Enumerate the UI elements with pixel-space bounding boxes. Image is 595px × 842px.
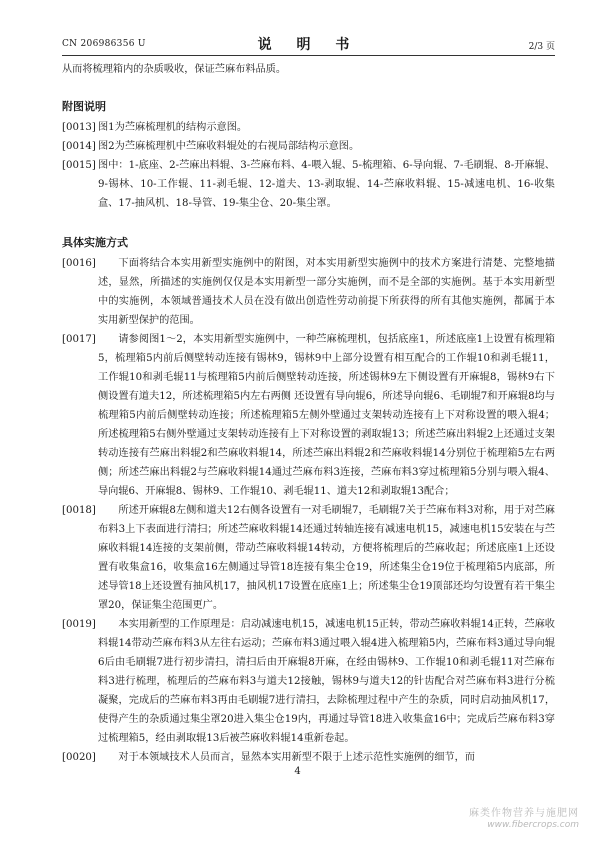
header-divider [62, 55, 555, 56]
document-title: 说 明 书 [257, 37, 360, 53]
paragraph-0016 [62, 254, 555, 330]
paragraph-0019 [62, 615, 555, 748]
paragraph-text: 图1为苎麻梳理机的结构示意图。 [98, 122, 248, 133]
watermark-url: www.fibercrops.com [487, 820, 579, 830]
paragraph-number: [0020] [62, 752, 96, 763]
paragraph-number: [0019] [62, 619, 96, 630]
document-body [62, 60, 555, 767]
paragraph-number: [0016] [62, 258, 96, 269]
page-info: 2/3 页 [528, 42, 555, 52]
paragraph-0013 [62, 118, 555, 137]
paragraph-number: [0018] [62, 505, 96, 516]
intro-continuation: 从而将梳理箱内的杂质吸收，保证苎麻布料品质。 [62, 64, 287, 75]
paragraph-text: 请参阅图1～2，本实用新型实施例中，一种苎麻梳理机，包括底座1，所述底座1上设置有梳理箱5，梳理箱5内前后侧壁转动连接有锡林9，锡林9中上部分设置有相互配合的工作辊10和剥毛辊11，工作辊10和剥毛辊11与梳理箱5内前后侧壁转动连接，所述锡林9左下侧设置有开麻辊8，锡林9右下侧设置有道夫12，所述梳理箱5内左右两侧 还设置有导向辊6，所述导向辊6、毛刷辊7和开麻辊8均与梳理箱5内前后侧壁转动连接；所述梳理箱5左侧外壁通过支架转动连接有上下对称设置的喂入辊4；所述梳理箱5右侧外壁通过支架转动连接有上下对称设置的剥取辊13；所述苎麻出料辊2上还通过支架转动连接有苎麻出料辊2和苎麻收料辊14，所述苎麻出料辊2和苎麻收料辊14分别位于梳理箱5左右两侧；所述苎麻出料辊2与苎麻收料辊14通过苎麻布料3连接，苎麻布料3穿过梳理箱5分别与喂入辊4、导向辊6、开麻辊8、锡林9、工作辊10、剥毛辊11、道夫12和剥取辊13配合； [98, 334, 555, 497]
embodiment-heading: 具体实施方式 [62, 236, 128, 249]
paragraph-number: [0014] [62, 141, 96, 152]
paragraph-text: 本实用新型的工作原理是：启动减速电机15，减速电机15正转，带动苎麻收料辊14正转，苎麻收料辊14带动苎麻布料3从左往右运动；苎麻布料3通过喂入辊4进入梳理箱5内，苎麻布料3通过导向辊6后由毛刷辊7进行初步清扫，清扫后由开麻辊8开麻，在经由锡林9、工作辊10和剥毛辊11对苎麻布料3进行梳理，梳理后的苎麻布料3与道夫12接触，锡林9与道夫12的针齿配合对苎麻布料3进行分梳凝聚，完成后的苎麻布料3再由毛刷辊7进行清扫，去除梳理过程中产生的杂质，同时启动抽风机17，使得产生的杂质通过集尘罩20进入集尘仓19内，再通过导管18进入收集盒16中；完成后苎麻布料3穿过梳理箱5，经由剥取辊13后被苎麻收料辊14重新卷起。 [98, 619, 555, 744]
paragraph-0015 [62, 156, 555, 213]
paragraph-text: 图中：1-底座、2-苎麻出料辊、3-苎麻布料、4-喂入辊、5-梳理箱、6-导向辊、7-毛刷辊、8-开麻辊、9-锡林、10-工作辊、11-剥毛辊、12-道夫、13-剥取辊、14-苎麻收料辊、15-减速电机、16-收集盒、17-抽风机、18-导管、19-集尘仓、20-集尘罩。 [98, 160, 555, 209]
paragraph-0020 [62, 748, 555, 767]
paragraph-number: [0013] [62, 122, 96, 133]
paragraph-0014 [62, 137, 555, 156]
paragraph-number: [0017] [62, 334, 96, 345]
page-header [62, 34, 555, 54]
paragraph-0017 [62, 330, 555, 501]
page-number: 4 [294, 766, 301, 777]
site-watermark [469, 808, 579, 831]
watermark-chinese: 麻类作物营养与施肥网 [469, 808, 579, 819]
paragraph-text: 对于本领域技术人员而言，显然本实用新型不限于上述示范性实施例的细节，而 [118, 752, 475, 763]
paragraph-text: 下面将结合本实用新型实施例中的附图，对本实用新型实施例中的技术方案进行清楚、完整地描述，显然，所描述的实施例仅仅是本实用新型一部分实施例，而不是全部的实施例。基于本实用新型中的实施例，本领域普通技术人员在没有做出创造性劳动前提下所获得的所有其他实施例，都属于本实用新型保护的范围。 [98, 258, 555, 326]
figures-heading: 附图说明 [62, 100, 106, 113]
paragraph-0018 [62, 501, 555, 615]
patent-number: CN 206986356 U [62, 39, 146, 49]
paragraph-number: [0015] [62, 160, 96, 171]
paragraph-text: 图2为苎麻梳理机中苎麻收料辊处的右视局部结构示意图。 [98, 141, 360, 152]
paragraph-text: 所述开麻辊8左侧和道夫12右侧各设置有一对毛刷辊7，毛刷辊7关于苎麻布料3对称，用于对苎麻布料3上下表面进行清扫；所述苎麻收料辊14还通过转轴连接有减速电机15，减速电机15安装在与苎麻收料辊14连接的支架前侧，带动苎麻收料辊14转动，方便将梳理后的苎麻收起；所述底座1上还设置有收集盒16，收集盒16左侧通过导管18连接有集尘仓19，所述集尘仓19位于梳理箱5内底部，所述导管18上还设置有抽风机17，抽风机17设置在底座1上；所述集尘仓19顶部还均匀设置有若干集尘罩20，保证集尘范围更广。 [98, 505, 555, 611]
